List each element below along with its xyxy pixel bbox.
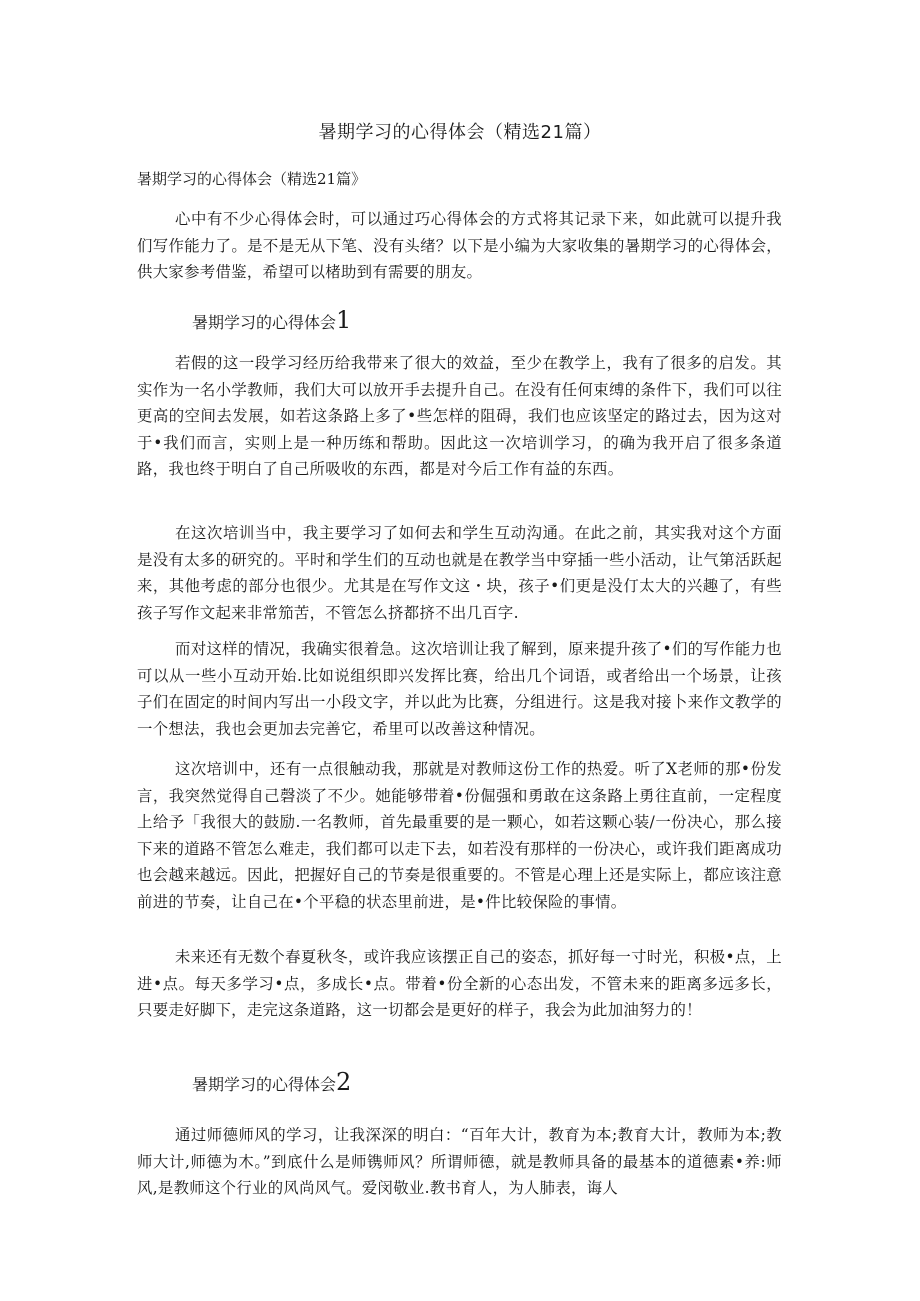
intro-paragraph: 心中有不少心得体会时，可以通过巧心得体会的方式将其记录下来，如此就可以提升我们写作能力了。是不是无从下笔、没有头绪？以下是小编为大家收集的暑期学习的心得体会，供大家参考借鉴，希望可以楮助到有需要的朋友。 <box>137 210 782 281</box>
section-1-paragraph: 而对这样的情况，我确实很着急。这次培训让我了解到，原来提升孩了•们的写作能力也可以从一些小互动开始.比如说组织即兴发挥比赛，给出几个词语，或者给出一个场景，让孩子们在固定的时间内写出一小段文字，并以此为比赛，分组进行。这是我对接卜来作文教学的一个想法，我也会更加去完善它，希里可以改善这种情况。 <box>137 640 782 738</box>
section-2-heading-number: 2 <box>336 1068 352 1096</box>
section-1-paragraph: 未来还有无数个春夏秋冬，或许我应该摆正自己的姿态，抓好每一寸时光，积极•点，上进•点。每天多学习•点，多成长•点。带着•份全新的心态出发，不管未来的距离多远多长，只要走好脚下，走完这条道路，这一切都会是更好的样子，我会为此加油努力的！ <box>137 948 782 1019</box>
document-title: 暑期学习的心得体会（精选21篇） <box>318 122 602 143</box>
section-1-heading <box>192 306 351 334</box>
section-2-paragraph: 通过师德师风的学习，让我深深的明白：“百年大计，教育为本;教育大计，教师为本;教师大计,师德为木。”到底什么是师镌师风？所谓师德，就是教师具备的最基本的道德素•养:师风,是教师这个行业的风尚风气。爱闵敬业.教书育人，为人肺表，诲人 <box>137 1126 782 1197</box>
section-1-heading-number: 1 <box>336 306 352 334</box>
section-1-paragraph: 若假的这一段学习经历给我带来了很大的效益，至少在教学上，我有了很多的启发。其实作为一名小学教师，我们大可以放开手去提升自己。在没有任何束缚的条件下，我们可以往更高的空间去发展，如若这条路上多了•些怎样的阻碍，我们也应该坚定的路过去，因为这对于•我们而言，实则上是一种历练和帮助。因此这一次培训学习，的确为我开启了很多条道路，我也终于明白了自己所吸收的东西，都是对今后工作有益的东西。 <box>137 354 782 478</box>
section-2-heading <box>192 1068 351 1096</box>
section-1-paragraph: 在这次培训当中，我主要学习了如何去和学生互动沟通。在此之前，其实我对这个方面是没有太多的研究的。平时和学生们的互动也就是在教学当中穿插一些小活动，让气第活跃起来，其他考虑的部分也很少。尤其是在写作文这・块，孩子•们更是没仃太大的兴趣了，有些孩子写作文起来非常笳苦，不管怎么挤都挤不出几百字. <box>137 524 782 622</box>
document-subtitle: 暑期学习的心得体会（精选21篇》 <box>137 170 367 188</box>
section-1-paragraph: 这次培训中，还有一点很触动我，那就是对教师这份工作的热爱。听了X老师的那•份发言，我突然觉得自己磬淡了不少。她能够带着•份倔强和勇敢在这条路上勇往直前，一定程度上给予「我很大的鼓励.一名教师，首先最重要的是一颗心，如若这颗心装/一份决心，那么接下来的道路不管怎么难走，我们都可以走下去，如若没有那样的一份决心，或许我们距离成功也会越来越远。因此，把握好自己的节奏是很重要的。不管是心理上还是实际上，都应该注意前进的节奏，让自己在•个平稳的状态里前进，是•件比较保险的事情。 <box>137 760 782 911</box>
section-1-heading-text: 暑期学习的心得体会 <box>192 313 337 332</box>
section-2-heading-text: 暑期学习的心得体会 <box>192 1075 337 1094</box>
